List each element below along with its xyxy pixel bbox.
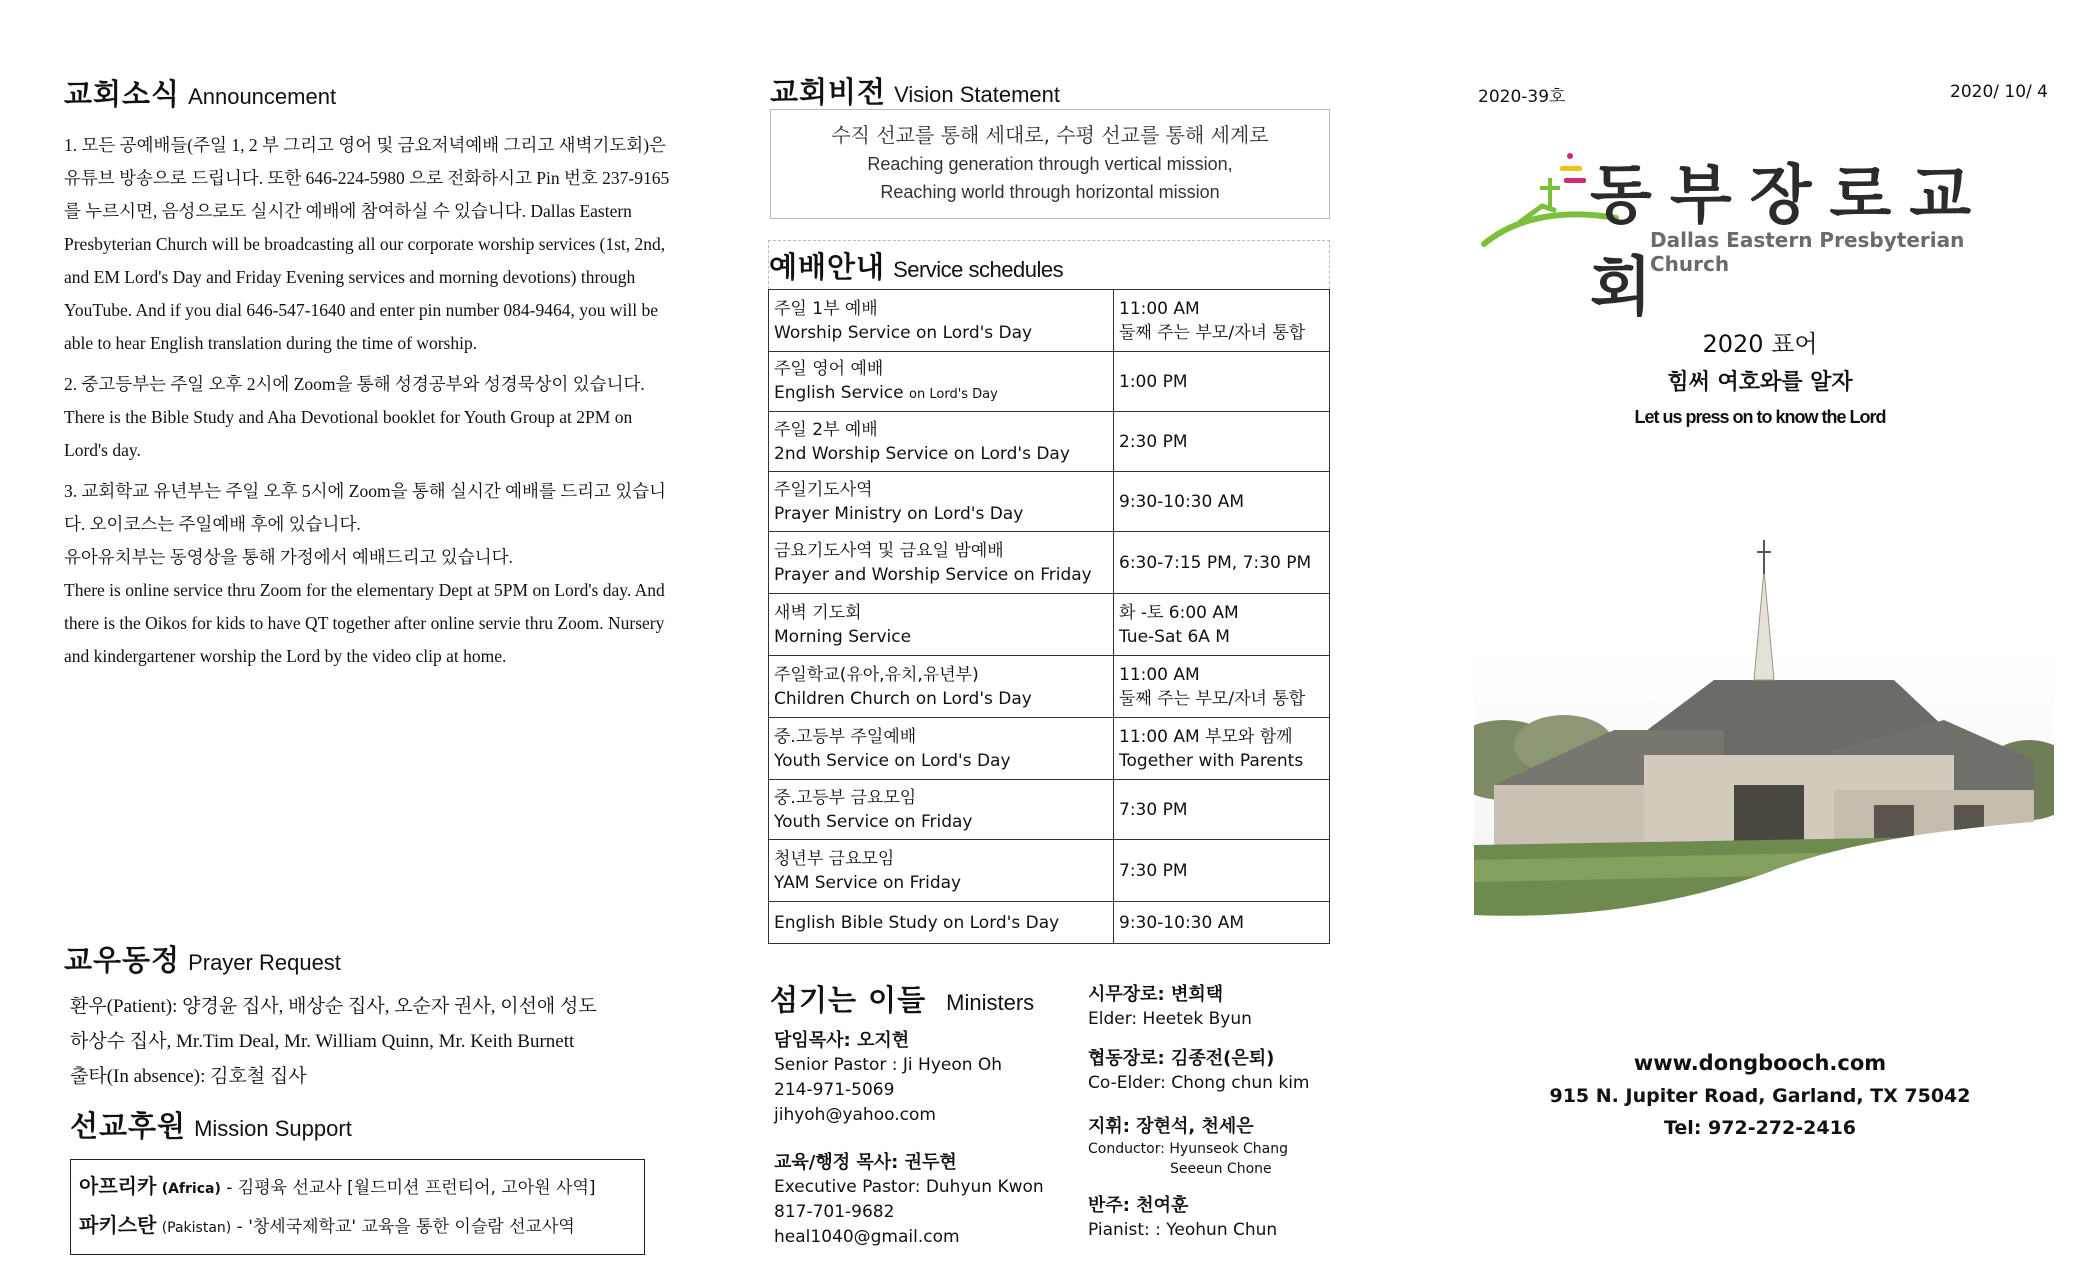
schedule-row — [769, 472, 1330, 532]
announcement-item: 3. 교회학교 유년부는 주일 오후 5시에 Zoom을 통해 실시간 예배를 드리고 있습니다. 오이코스는 주일예배 후에 있습니다. — [64, 481, 667, 534]
schedule-row — [769, 352, 1330, 412]
ministers-title-en: Ministers — [946, 990, 1035, 1015]
minister-email: heal1040@gmail.com — [774, 1227, 960, 1247]
vision-heading — [770, 70, 1330, 111]
schedule-row — [769, 290, 1330, 352]
contact-block — [1520, 1046, 2000, 1144]
service-time: 2:30 PM — [1119, 431, 1188, 452]
service-time-note: Together with Parents — [1119, 750, 1304, 771]
mission-title-ko: 선교후원 — [70, 1109, 187, 1143]
schedule-service-cell — [769, 290, 1114, 352]
service-name-en-text: Youth Service on Lord's Day — [774, 750, 1011, 771]
announcement-section — [64, 72, 674, 681]
schedule-service-cell — [769, 718, 1114, 780]
minister-entry — [1088, 1193, 1348, 1243]
announcement-body — [64, 129, 674, 673]
service-time-note: 둘째 주는 부모/자녀 통합 — [1119, 688, 1306, 709]
schedule-time-cell — [1114, 352, 1330, 412]
schedule-heading — [768, 240, 1330, 289]
service-name-en — [774, 563, 1108, 587]
schedule-row — [769, 780, 1330, 840]
service-name-en — [774, 810, 1108, 834]
service-name-ko: 주일학교(유아,유치,유년부) — [774, 664, 979, 685]
schedule-table — [768, 289, 1330, 944]
mission-detail: - '창세국제학교' 교육을 통한 이슬람 선교사역 — [236, 1217, 575, 1237]
service-name-en-text: 2nd Worship Service on Lord's Day — [774, 443, 1070, 464]
service-time: 7:30 PM — [1119, 860, 1188, 881]
announcement-item: 유아유치부는 동영상을 통해 가정에서 예배드리고 있습니다. — [64, 547, 513, 567]
schedule-service-cell — [769, 840, 1114, 902]
motto-year: 2020 표어 — [1702, 330, 1818, 358]
schedule-time-cell — [1114, 902, 1330, 944]
service-time: 1:00 PM — [1119, 371, 1188, 392]
schedule-title-ko: 예배안내 — [769, 250, 886, 284]
service-name-ko: 새벽 기도회 — [774, 602, 862, 623]
service-name-ko: 중.고등부 금요모임 — [774, 787, 917, 808]
service-name-ko: 주일 영어 예배 — [774, 358, 884, 379]
vision-title-ko: 교회비전 — [770, 75, 887, 109]
minister-role: 지휘: 장현석, 천세은 — [1088, 1116, 1254, 1137]
service-name-en-text: Morning Service — [774, 626, 912, 647]
church-logo — [1480, 138, 2000, 325]
schedule-time-cell — [1114, 656, 1330, 718]
announcement-item: 1. 모든 공예배들(주일 1, 2 부 그리고 영어 및 금요저녁예배 그리고 새벽기도회)은 유튜브 방송으로 드립니다. 또한 646-224-5980 으로 전화하시고 Pin 번호 237-9165 를 누르시면, 음성으로도 실시간 예배에 참여하실 수 있습니다. Dallas Eastern Presbyterian Church will be broadcasting all our corporate worship services (1st, 2nd, and EM Lord's Day and Friday Evening services and morning devotions) through YouTube. And if you dial 646-547-1640 and enter pin number 084-9464, you will be able to hear English translation during the time of worship. — [64, 135, 670, 353]
minister-entry — [1088, 982, 1348, 1032]
schedule-row — [769, 412, 1330, 472]
service-name-ko: 주일기도사역 — [774, 479, 873, 500]
schedule-time-cell — [1114, 718, 1330, 780]
minister-role: 협동장로: 김종전(은퇴) — [1088, 1048, 1275, 1069]
minister-line: Pianist: : Yeohun Chun — [1088, 1220, 1278, 1240]
service-time: 7:30 PM — [1119, 799, 1188, 820]
service-time: 11:00 AM 부모와 함께 — [1119, 726, 1293, 747]
schedule-service-cell — [769, 902, 1114, 944]
church-name-ko: 동부장로교회 — [1590, 159, 1990, 325]
issue-date: 2020/ 10/ 4 — [1950, 82, 2048, 102]
minister-line: 214-971-5069 — [774, 1080, 895, 1100]
prayer-line: 출타(In absence): 김호철 집사 — [70, 1066, 307, 1087]
minister-line: Seeeun Chone — [1170, 1161, 1272, 1177]
service-name-en — [774, 687, 1108, 711]
schedule-service-cell — [769, 412, 1114, 472]
website-link[interactable]: www.dongbooch.com — [1633, 1051, 1887, 1075]
announcement-item: There is online service thru Zoom for the elementary Dept at 5PM on Lord's day. And there is the Oikos for kids to have QT together after online servie thru Zoom. Nursery and kindergartener worship the Lord by the video clip at home. — [64, 580, 665, 666]
minister-line: Senior Pastor : Ji Hyeon Oh — [774, 1055, 1003, 1075]
church-name-en: Dallas Eastern Presbyterian Church — [1650, 228, 1965, 276]
service-name-en — [774, 625, 1108, 649]
service-name-en — [774, 381, 1108, 407]
ministers-title-ko: 섬기는 이들 — [770, 983, 927, 1017]
announcement-title-en: Announcement — [188, 84, 337, 109]
schedule-service-cell — [769, 352, 1114, 412]
minister-entry — [774, 1150, 1074, 1250]
vision-line-ko: 수직 선교를 통해 세대로, 수평 선교를 통해 세계로 — [831, 123, 1269, 147]
schedule-time-cell — [1114, 780, 1330, 840]
mission-country-en: (Pakistan) — [161, 1220, 232, 1236]
motto-en: Let us press on to know the Lord — [1634, 407, 1886, 427]
schedule-service-cell — [769, 594, 1114, 656]
service-name-en-small: on Lord's Day — [909, 386, 998, 402]
service-name-ko: 주일 2부 예배 — [774, 419, 878, 440]
announcement-title-ko: 교회소식 — [64, 77, 181, 111]
schedule-time-cell — [1114, 472, 1330, 532]
vision-line-en1: Reaching generation through vertical mission, — [867, 154, 1233, 174]
schedule-service-cell — [769, 656, 1114, 718]
ministers-right-column — [1088, 982, 1348, 1243]
service-name-en-text: English Service — [774, 382, 904, 403]
service-name-en — [774, 502, 1108, 526]
service-time: 9:30-10:30 AM — [1119, 491, 1245, 512]
vision-title-en: Vision Statement — [894, 82, 1060, 107]
church-phone: Tel: 972-272-2416 — [1663, 1117, 1857, 1139]
mission-box — [70, 1159, 645, 1255]
schedule-time-cell — [1114, 594, 1330, 656]
service-name-en — [774, 749, 1108, 773]
prayer-line: 환우(Patient): 양경윤 집사, 배상순 집사, 오순자 권사, 이선애 성도 — [70, 996, 597, 1017]
schedule-time-cell — [1114, 532, 1330, 594]
issue-number: 2020-39호 — [1478, 87, 1566, 107]
schedule-time-cell — [1114, 840, 1330, 902]
minister-email: jihyoh@yahoo.com — [774, 1105, 936, 1125]
prayer-title-en: Prayer Request — [188, 950, 341, 975]
service-name-en-text: Youth Service on Friday — [774, 811, 973, 832]
schedule-row — [769, 840, 1330, 902]
schedule-service-cell — [769, 780, 1114, 840]
minister-entry — [1088, 1114, 1348, 1179]
minister-line: Conductor: Hyunseok Chang — [1088, 1141, 1288, 1157]
prayer-title-ko: 교우동정 — [64, 943, 181, 977]
prayer-line: 하상수 집사, Mr.Tim Deal, Mr. William Quinn, Mr. Keith Burnett — [70, 1031, 575, 1052]
minister-entry — [1088, 1046, 1348, 1096]
mission-country-en: (Africa) — [161, 1181, 221, 1197]
vision-section — [770, 70, 1330, 219]
schedule-section — [768, 240, 1330, 944]
mission-section — [70, 1104, 645, 1255]
service-time: 6:30-7:15 PM, 7:30 PM — [1119, 552, 1312, 573]
service-time: 11:00 AM — [1119, 298, 1200, 319]
service-name-ko: 청년부 금요모임 — [774, 848, 895, 869]
service-name-ko: 중.고등부 주일예배 — [774, 726, 917, 747]
announcement-heading — [64, 72, 674, 113]
schedule-row — [769, 532, 1330, 594]
minister-role: 담임목사: 오지현 — [774, 1030, 910, 1051]
service-time: 화 -토 6:00 AM — [1119, 602, 1239, 623]
schedule-row — [769, 718, 1330, 780]
schedule-service-cell — [769, 472, 1114, 532]
mission-country: 아프리카 — [79, 1174, 157, 1198]
minister-role: 시무장로: 변희택 — [1088, 984, 1224, 1005]
minister-line: Executive Pastor: Duhyun Kwon — [774, 1177, 1044, 1197]
service-name-en — [774, 871, 1108, 895]
service-name-en — [774, 321, 1108, 345]
schedule-time-cell — [1114, 290, 1330, 352]
mission-item — [79, 1207, 636, 1246]
service-name-en-text: English Bible Study on Lord's Day — [774, 912, 1060, 933]
service-name-ko: 금요기도사역 및 금요일 밤예배 — [774, 540, 1004, 561]
mission-item — [79, 1168, 636, 1207]
minister-line: 817-701-9682 — [774, 1202, 895, 1222]
service-name-en-text: Children Church on Lord's Day — [774, 688, 1032, 709]
mission-detail: - 김평육 선교사 [월드미션 프런티어, 고아원 사역] — [226, 1178, 596, 1198]
mission-heading — [70, 1104, 645, 1145]
schedule-row — [769, 902, 1330, 944]
service-time-note: 둘째 주는 부모/자녀 통합 — [1119, 322, 1306, 343]
minister-role: 반주: 천여훈 — [1088, 1195, 1189, 1216]
schedule-service-cell — [769, 532, 1114, 594]
motto-block — [1520, 326, 2000, 430]
service-name-en-text: Prayer and Worship Service on Friday — [774, 564, 1092, 585]
ministers-left-column — [774, 1028, 1074, 1250]
vision-line-en2: Reaching world through horizontal mission — [880, 182, 1220, 202]
schedule-row — [769, 594, 1330, 656]
service-time-note: Tue-Sat 6A M — [1119, 626, 1230, 647]
service-name-en — [774, 442, 1108, 466]
schedule-row — [769, 656, 1330, 718]
motto-ko: 힘써 여호와를 알자 — [1667, 370, 1853, 395]
schedule-time-cell — [1114, 412, 1330, 472]
service-name-en-text: Worship Service on Lord's Day — [774, 322, 1033, 343]
church-address: 915 N. Jupiter Road, Garland, TX 75042 — [1549, 1085, 1971, 1107]
minister-line: Co-Elder: Chong chun kim — [1088, 1073, 1310, 1093]
schedule-title-en: Service schedules — [893, 257, 1064, 282]
minister-entry — [774, 1028, 1074, 1128]
schedule-table-body — [769, 290, 1330, 944]
announcement-item: 2. 중고등부는 주일 오후 2시에 Zoom을 통해 성경공부와 성경묵상이 있습니다. There is the Bible Study and Aha Devotional booklet for Youth Group at 2PM on Lord's day. — [64, 374, 645, 460]
service-name-ko: 주일 1부 예배 — [774, 298, 878, 319]
prayer-heading — [64, 938, 684, 979]
church-building-photo — [1474, 530, 2054, 930]
vision-box — [770, 109, 1330, 219]
service-time: 9:30-10:30 AM — [1119, 912, 1245, 933]
service-name-en-text: YAM Service on Friday — [774, 872, 962, 893]
service-name-en — [774, 911, 1108, 935]
prayer-body — [64, 989, 684, 1094]
mission-title-en: Mission Support — [194, 1116, 352, 1141]
mission-country: 파키스탄 — [79, 1213, 157, 1237]
minister-role: 교육/행정 목사: 권두현 — [774, 1152, 957, 1173]
service-time: 11:00 AM — [1119, 664, 1200, 685]
service-name-en-text: Prayer Ministry on Lord's Day — [774, 503, 1024, 524]
prayer-section — [64, 938, 684, 1094]
minister-line: Elder: Heetek Byun — [1088, 1009, 1252, 1029]
